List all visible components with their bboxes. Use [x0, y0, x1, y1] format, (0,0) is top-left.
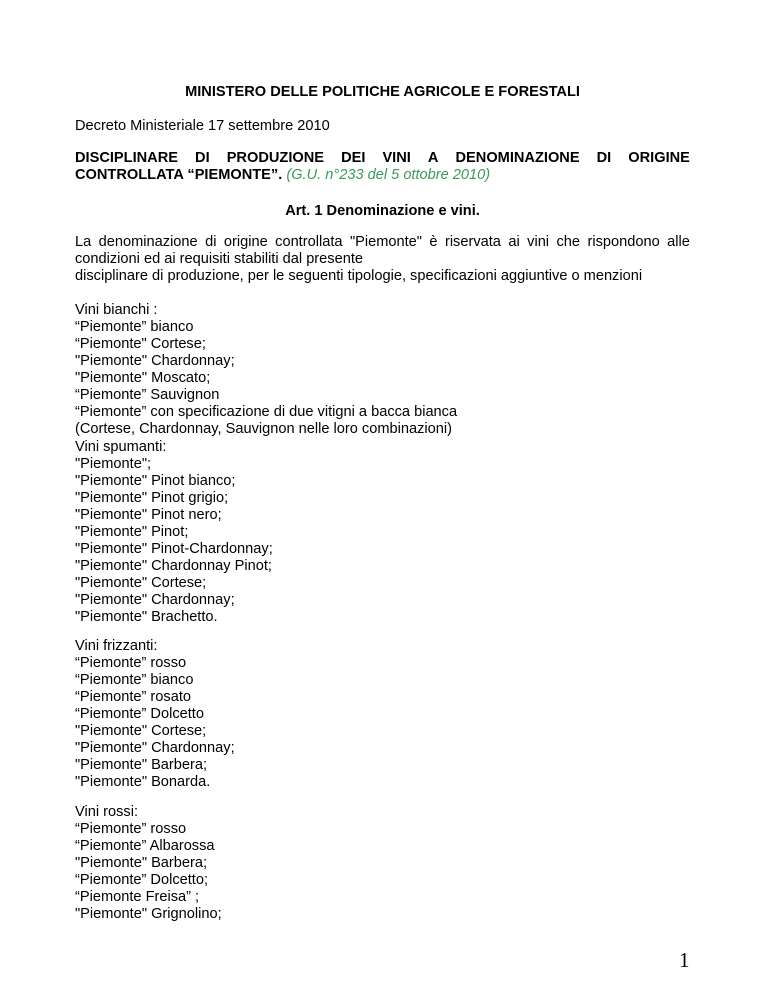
intro-word: riservata: [444, 234, 501, 250]
document-page: [75, 0, 690, 994]
vini-rossi-heading: Vini rossi:: [75, 804, 138, 820]
controllata-text: CONTROLLATA “PIEMONTE”.: [75, 167, 283, 183]
list-item: "Piemonte";: [75, 456, 152, 472]
page-number: 1: [679, 948, 690, 972]
list-item: “Piemonte” bianco: [75, 319, 194, 335]
disciplinare-title: [75, 150, 690, 184]
intro-word: ai: [508, 234, 520, 250]
intro-word: origine: [223, 234, 268, 250]
list-item: "Piemonte" Cortese;: [75, 575, 207, 591]
list-item: "Piemonte" Pinot grigio;: [75, 490, 229, 506]
intro-line-2: condizioni ed ai requisiti stabiliti dal presente: [75, 251, 363, 267]
list-item: “Piemonte” Dolcetto;: [75, 872, 209, 888]
article-title: Art. 1 Denominazione e vini.: [285, 203, 480, 219]
disciplinare-title-line-2: [75, 167, 690, 184]
decree-line: Decreto Ministeriale 17 settembre 2010: [75, 118, 330, 134]
list-item: “Piemonte” Sauvignon: [75, 387, 220, 403]
title-word: DI: [195, 150, 210, 166]
intro-word: alle: [667, 234, 690, 250]
list-item: "Piemonte" Pinot-Chardonnay;: [75, 541, 273, 557]
intro-word: denominazione: [98, 234, 198, 250]
vini-bianchi-heading: Vini bianchi :: [75, 302, 158, 318]
list-item: "Piemonte" Chardonnay Pinot;: [75, 558, 272, 574]
intro-word: rispondono: [587, 234, 660, 250]
title-word: ORIGINE: [628, 150, 690, 166]
list-item: "Piemonte" Bonarda.: [75, 774, 211, 790]
intro-word: La: [75, 234, 92, 250]
list-item: “Piemonte” rosso: [75, 655, 187, 671]
title-word: DEI: [341, 150, 366, 166]
list-item: "Piemonte" Cortese;: [75, 723, 207, 739]
title-word: PRODUZIONE: [226, 150, 324, 166]
list-item: “Piemonte” Albarossa: [75, 838, 215, 854]
list-item: "Piemonte" Chardonnay;: [75, 592, 235, 608]
intro-word: di: [205, 234, 217, 250]
list-item: "Piemonte" Chardonnay;: [75, 740, 235, 756]
list-item: "Piemonte" Pinot bianco;: [75, 473, 236, 489]
intro-word: che: [556, 234, 581, 250]
list-item: “Piemonte” rosso: [75, 821, 187, 837]
intro-word: è: [429, 234, 438, 250]
list-item: (Cortese, Chardonnay, Sauvignon nelle loro combinazioni): [75, 421, 452, 437]
list-item: "Piemonte" Grignolino;: [75, 906, 222, 922]
intro-line-1: [75, 234, 690, 251]
vini-bianchi-list: [75, 302, 457, 438]
list-item: “Piemonte” Dolcetto: [75, 706, 204, 722]
intro-word: controllata: [275, 234, 343, 250]
list-item: “Piemonte” rosato: [75, 689, 191, 705]
list-item: “Piemonte” con specificazione di due vitigni a bacca bianca: [75, 404, 458, 420]
title-word: DENOMINAZIONE: [455, 150, 580, 166]
disciplinare-title-line-1: [75, 150, 690, 167]
vini-spumanti-list: [75, 439, 273, 626]
intro-word: vini: [527, 234, 550, 250]
title-word: VINI: [382, 150, 411, 166]
list-item: "Piemonte" Pinot;: [75, 524, 189, 540]
list-item: “Piemonte” bianco: [75, 672, 194, 688]
list-item: "Piemonte" Moscato;: [75, 370, 211, 386]
list-item: "Piemonte" Pinot nero;: [75, 507, 222, 523]
list-item: “Piemonte" Cortese;: [75, 336, 206, 352]
intro-paragraph: [75, 234, 690, 285]
vini-frizzanti-list: [75, 638, 235, 791]
vini-frizzanti-heading: Vini frizzanti:: [75, 638, 158, 654]
intro-line-3: disciplinare di produzione, per le seguenti tipologie, specificazioni aggiuntive o menzioni: [75, 268, 643, 284]
gazette-reference: (G.U. n°233 del 5 ottobre 2010): [286, 167, 491, 183]
title-word: DI: [596, 150, 612, 166]
list-item: "Piemonte" Barbera;: [75, 757, 208, 773]
title-word: A: [427, 150, 439, 166]
vini-spumanti-heading: Vini spumanti:: [75, 439, 167, 455]
vini-rossi-list: [75, 804, 222, 923]
list-item: “Piemonte Freisa” ;: [75, 889, 200, 905]
list-item: "Piemonte" Chardonnay;: [75, 353, 235, 369]
ministry-heading: MINISTERO DELLE POLITICHE AGRICOLE E FORESTALI: [185, 84, 580, 100]
title-word: DISCIPLINARE: [75, 150, 178, 166]
intro-word: "Piemonte": [349, 234, 422, 250]
list-item: "Piemonte" Brachetto.: [75, 609, 218, 625]
list-item: "Piemonte" Barbera;: [75, 855, 208, 871]
